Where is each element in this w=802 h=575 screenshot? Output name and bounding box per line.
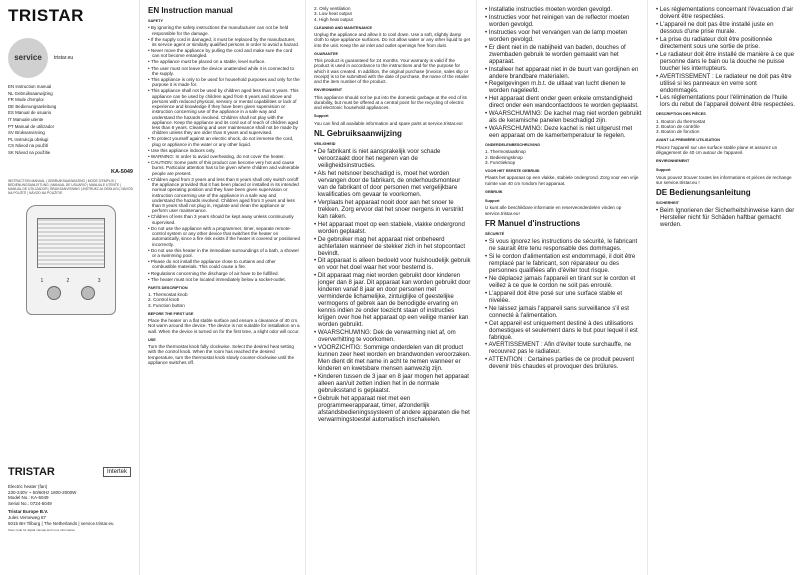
product-info-line: Electric heater (fan) <box>8 484 48 490</box>
part-item: 2. Control knob <box>148 297 180 303</box>
warning-item: • Gebruik het apparaat niet met een programmeerapparaat, timer, afzonderlijk afstandsbedieningssysteem of andere apparaten die het verwarmingstoestel automatisch inschakelen. <box>314 395 471 423</box>
rule-item: • Les réglementations pour l'élimination de l'huile lors du rebut de l'appareil doivent être respectées. <box>656 94 797 108</box>
product-info <box>8 484 131 506</box>
safety-item: • Dit apparaat mag niet worden gebruikt door kinderen jonger dan 8 jaar. Dit apparaat kan worden gebruikt door kinderen vanaf 8 jaar en door personen met verminderde lichamelijke, zintuiglijke of geestelijke vermogens of gebrek aan de benodigde ervaring en kennis indien ze onder toezicht staan of instructies krijgen over hoe het apparaat op een veilige manier kan worden gebruikt. <box>314 272 471 328</box>
nl-warnings-list <box>314 329 471 423</box>
heater-grille <box>37 218 105 268</box>
part-item: 3. Functieknop <box>485 159 516 165</box>
nl-install-list <box>485 6 642 139</box>
safety-item: • By ignoring the safety instructions the manufacturer can not be held responsible for the damage. <box>148 25 300 36</box>
company-line: 5015 BH Tilburg | The Netherlands | service.tristar.eu <box>8 520 114 526</box>
control-knob-illustration <box>81 286 95 300</box>
use-heading: USE <box>148 337 156 342</box>
nl-safety-list <box>314 148 471 328</box>
use-text: Turn the thermostat knob fully clockwise. Select the desired heat setting with the control knob. When the room has reached the desired temperature, turn the thermostat knob slowly counter-clockwise until the appliance switches off. <box>148 344 295 365</box>
safety-item: • L'appareil doit être posé sur une surface stable et nivelée. <box>485 290 642 304</box>
environment-heading: ENVIRONMENT <box>314 88 343 93</box>
fr-parts-list <box>656 119 797 135</box>
part-item: 1. Bouton du thermostat <box>656 118 706 124</box>
part-number-3: 3 <box>97 278 101 285</box>
sicherheit-heading: SICHERHEIT <box>656 201 679 206</box>
part-item: 1. Thermostat knob <box>148 292 188 298</box>
fr-support-heading: Support <box>656 168 671 173</box>
languages-line: INSTRUCTION MANUAL | GEBRUIKSAANWIJZING | MODE D'EMPLOI | BEDIENUNGSANLEITUNG | MANUAL DE USUARIO | MANUALE UTENTE | MANUAL DE UTILIZADOR | BRUKSANVISNING | INSTRUKCJA OBSŁUGI | NÁVOD NA POUŽITÍ | NÁVOD NA POUŽITIE <box>8 178 134 196</box>
warning-item: • WAARSCHUWING: Dek de verwarming niet af, om oververhitting te voorkomen. <box>314 329 471 343</box>
install-item: • Instructies voor het reinigen van de reflector moeten worden gevolgd. <box>485 14 642 28</box>
function-item: 4. High heat output <box>314 16 353 22</box>
safety-item: • Beim Ignorieren der Sicherheitshinweise kann der Hersteller nicht für Schäden haftbar gemacht werden. <box>656 207 797 228</box>
section-title-en: EN Instruction manual <box>148 6 233 15</box>
fr-rules-list <box>656 6 797 108</box>
language-item: EN Instruction manual <box>8 84 52 89</box>
language-list <box>8 84 133 157</box>
fr-first-text: Placez l'appareil sur une surface stable plane et assurez un dégagement de 40 cm autour de l'appareil. <box>656 144 778 155</box>
part-number-2: 2 <box>66 278 70 285</box>
safety-item: • De gebruiker mag het apparaat niet onbeheerd achterlaten wanneer de stekker zich in het stopcontact bevindt. <box>314 236 471 257</box>
product-info-line: 230-240V ~ 50/60Hz 1800-2000W <box>8 489 77 495</box>
service-icon: service <box>8 38 48 78</box>
language-item: DE Bedienungsanleitung <box>8 103 57 109</box>
install-item: • Installatie instructies moeten worden gevolgd. <box>485 6 642 13</box>
rule-item: • Les réglementations concernant l'évacuation d'air doivent être respectées. <box>656 6 797 20</box>
support-text: You can find all available information and spare parts at service.tristar.eu! <box>314 120 463 126</box>
safety-item: • This appliance is only to be used for household purposes and only for the purpose it is made for. <box>148 77 300 88</box>
part-item: 1. Thermostaatknop <box>485 149 526 155</box>
company-line: Jules Verneweg 87 <box>8 515 47 521</box>
safety-item: • Ne laissez jamais l'appareil sans surveillance s'il est connecté à l'alimentation. <box>485 305 642 319</box>
rule-item: • L'appareil ne doit pas être installé juste en dessous d'une prise murale. <box>656 21 797 35</box>
safety-item: • Cet appareil est uniquement destiné à des utilisations domestiques et seulement dans le but pour lequel il est fabriqué. <box>485 320 642 341</box>
guarantee-text: This product is guaranteed for 24 months. Your warranty is valid if the product is used in accordance to the instructions and for the purpose for which it was created. In addition, the original purchase (invoice, sales slip or receipt) is to be submitted with the date of purchase, the name of the retailer and the item number of the product. <box>314 58 469 84</box>
model-number: KA-5049 <box>110 168 133 175</box>
safety-heading: SAFETY <box>148 19 163 23</box>
thermostat-knob-illustration <box>47 286 61 300</box>
rule-item: • La prise du radiateur doit être positionnée directement sous une sortie de prise. <box>656 36 797 50</box>
section-title-nl: NL Gebruiksaanwijzing <box>314 128 402 138</box>
page-nl <box>307 0 477 575</box>
product-info-line: Serial No.: 0724-5049 <box>8 500 52 506</box>
part-number-1: 1 <box>40 278 44 285</box>
warning-item: • Please do not install the appliance close to curtains and other combustible materials. This could cause a fire. <box>148 259 300 270</box>
guarantee-heading: GUARANTEE <box>314 51 339 56</box>
safety-item: • The appliance must be placed on a stable, level surface. <box>148 59 300 64</box>
service-badge <box>8 38 133 78</box>
safety-item: • To protect yourself against an electric shock, do not immerse the cord, plug or appliance in the water or any other liquid. <box>148 136 300 147</box>
page-fr <box>478 0 648 575</box>
safety-item: • Als het netsnoer beschadigd is, moet het worden vervangen door de fabrikant, de onderhoudsmonteur van de fabrikant of door personen met vergelijkbare kwalificaties om gevaar te voorkomen. <box>314 170 471 198</box>
safety-item: • Dit apparaat is alleen bedoeld voor huishoudelijk gebruik en voor het doel waar het voor bestemd is. <box>314 257 471 271</box>
language-item: SV Bruksanvisning <box>8 130 45 136</box>
install-item: • WAARSCHUWING: De kachel mag niet worden gebruikt als de keramische panelen beschadigd zijn. <box>485 110 642 124</box>
page-de <box>649 0 802 575</box>
safety-item: • Si vous ignorez les instructions de sécurité, le fabricant ne saurait être tenu responsable des dommages. <box>485 238 642 252</box>
nl-parts-heading: ONDERDELENBESCHRIJVING <box>485 143 541 148</box>
nl-first-heading: VOOR HET EERSTE GEBRUIK <box>485 169 540 174</box>
support-heading: Support <box>314 114 329 119</box>
section-title-fr: FR Manuel d'instructions <box>485 218 581 228</box>
install-item: • Er dient niet in de nabijheid van baden, douches of zwembaden gebruik te worden gemaakt van het apparaat. <box>485 44 642 65</box>
language-item: FR Mode d'emploi <box>8 97 44 103</box>
language-item: PT Manual de utilizador <box>8 123 55 129</box>
safety-item: • Verplaats het apparaat nooit door aan het snoer te trekken. Zorg ervoor dat het snoer nergens in verstrikt kan raken. <box>314 199 471 220</box>
de-safety-list <box>656 207 797 228</box>
safety-list <box>148 25 300 153</box>
warnings-list <box>148 154 300 282</box>
fr-support-text: Vous pouvez trouver toutes les informations et pièces de rechange sur service.tristar.eu ! <box>656 174 792 185</box>
function-item: 2. Only ventilation <box>314 6 351 11</box>
product-info-line: Model No.: KA-5049 <box>8 495 49 501</box>
nl-first-text: Plaats het apparaat op een vlakke, stabiele ondergrond. Zorg voor een vrije ruimte van 40 cm rondom het apparaat. <box>485 175 639 186</box>
install-item: • Instructies voor het vervangen van de lamp moeten worden gevolgd. <box>485 29 642 43</box>
language-item: CS Návod na použití <box>8 143 49 149</box>
veiligheid-heading: VEILIGHEID <box>314 141 336 146</box>
warning-item: • The heater must not be located immediately below a socket-outlet. <box>148 277 300 282</box>
securite-heading: SÉCURITÉ <box>485 231 505 236</box>
first-use-text: Place the heater on a flat stable surface and ensure a clearance of 40 cm. Not warm around the device. The device is not suitable for installation on a wall. When the device is turned on for the first time, a slight odor will occur. <box>148 318 300 334</box>
part-item: 2. Bedieningsknop <box>485 154 523 160</box>
environment-text: This appliance should not be put into the domestic garbage at the end of its durability, but must be offered at a central point for the recycling of electric and electronic household appliances. <box>314 94 467 110</box>
safety-item: • Het apparaat moet op een stabiele, vlakke ondergrond worden geplaatst. <box>314 221 471 235</box>
fr-safety-list <box>485 238 642 370</box>
fr-parts-heading: DESCRIPTION DES PIÈCES <box>656 112 706 117</box>
language-item: ES Manual de usuario <box>8 110 52 116</box>
safety-item: • Use this appliance indoors only. <box>148 148 300 153</box>
install-item: • Installeer het apparaat niet in de buurt van gordijnen en andere brandbare materialen. <box>485 66 642 80</box>
warning-item: • Do not use the appliance with a programmer, timer, separate remote-control system or any other device that switches the heater on automatically, since a fire risk exists if the heater is covered or positioned incorrectly. <box>148 226 300 247</box>
safety-item: • AVERTISSEMENT : Afin d'éviter toute surchauffe, ne recouvrez pas le radiateur. <box>485 341 642 355</box>
rule-item: • AVERTISSEMENT : Le radiateur ne doit pas être utilisé si les panneaux en verre sont endommagés. <box>656 73 797 94</box>
language-item: SK Návod na použitie <box>8 149 51 155</box>
safety-item: • Si le cordon d'alimentation est endommagé, il doit être remplacé par le fabricant, son réparateur ou des personnes qualifiées afin d'éviter tout risque. <box>485 253 642 274</box>
nl-use-heading: GEBRUIK <box>485 189 503 194</box>
install-item: • Het apparaat dient onder geen enkele omstandigheid direct onder een wandcontactdoos te worden geplaatst. <box>485 95 642 109</box>
part-item: 2. Bouton de contrôle <box>656 123 700 129</box>
warning-item: • Regulations concerning the discharge of air have to be fulfilled. <box>148 271 300 276</box>
nl-support-heading: Support <box>485 199 500 204</box>
parts-list <box>148 292 300 308</box>
function-list <box>314 6 471 22</box>
rule-item: • Le radiateur doit être installé de manière à ce que personne dans le bain ou la douche ne puisse toucher les interrupteurs. <box>656 51 797 72</box>
warning-item: • Kinderen tussen de 3 jaar en 8 jaar mogen het apparaat alleen aan/uit zetten indien het in de normale gebruiksstand is geplaatst. <box>314 373 471 394</box>
warning-item: • Children aged from 3 years and less than 8 years shall only switch on/off the appliance provided that it has been placed or installed in its intended normal operating position and they have been given supervision or instruction concerning use of the appliance in a safe way and understand the hazards involved. Children aged from 3 years and less than 8 years shall not plug in, regulate and clean the appliance or perform user maintenance. <box>148 177 300 214</box>
first-use-heading: BEFORE THE FIRST USE <box>148 311 194 316</box>
install-item: • WAARSCHUWING: Deze kachel is niet uitgerust met een apparaat om de kamertemperatuur te regelen. <box>485 125 642 139</box>
safety-item: • De fabrikant is niet aansprakelijk voor schade veroorzaakt door het negeren van de veiligheidsinstructies. <box>314 148 471 169</box>
language-item: NL Gebruiksaanwijzing <box>8 90 53 96</box>
nl-support-text: U kunt alle beschikbare informatie en reserveonderdelen vinden op service.tristar.eu! <box>485 205 622 216</box>
warning-item: • Children of less than 3 years should be kept away unless continuously supervised. <box>148 214 300 225</box>
install-item: • Regelgevingen m.b.t. de uitlaat van lucht dienen te worden nageleefd. <box>485 80 642 94</box>
language-item: PL Instrukcja obsługi <box>8 136 49 142</box>
service-url: tristar.eu <box>54 55 74 61</box>
heater-image <box>26 205 116 315</box>
section-title-de: DE Bedienungsanleitung <box>656 188 751 198</box>
company-line: Tristar Europe B.V. <box>8 509 49 515</box>
safety-item: • The user must not leave the device unattended while it is connected to the supply. <box>148 66 300 77</box>
company-address <box>8 509 131 526</box>
cleaning-heading: CLEANING AND MAINTENANCE <box>314 25 373 30</box>
brand-logo: TRISTAR <box>8 6 84 25</box>
language-item: IT Manuale utente <box>8 116 44 122</box>
nl-parts-list <box>485 149 642 165</box>
fr-env-heading: ENVIRONNEMENT <box>656 159 690 164</box>
safety-item: • ATTENTION : Certaines parties de ce produit peuvent devenir très chaudes et provoquer des brûlures. <box>485 356 642 370</box>
safety-item: • Never move the appliance by pulling the cord and make sure the cord can not become entangled. <box>148 48 300 59</box>
cover-footer-logos <box>8 466 131 478</box>
small-brand-logo: TRISTAR <box>8 466 55 479</box>
safety-item: • If the supply cord is damaged, it must be replaced by the manufacturer, its service agent or similarly qualified persons in order to avoid a hazard. <box>148 37 300 48</box>
cover-page <box>0 0 140 575</box>
fr-first-heading: AVANT LA PREMIÈRE UTILISATION <box>656 138 720 143</box>
warning-item: • VOORZICHTIG: Sommige onderdelen van dit product kunnen zeer heet worden en brandwonden veroorzaken. Men dient dit met name in acht te nemen wanneer er kinderen en kwetsbare mensen aanwezig zijn. <box>314 344 471 372</box>
warning-item: • CAUTION: Some parts of this product can become very hot and cause burns. Particular attention has to be given where children and vulnerable people are present. <box>148 160 300 176</box>
cover-footer <box>8 466 131 533</box>
safety-item: • This appliance shall not be used by children aged less than 8 years. This appliance can be used by children aged from 8 years and above and persons with reduced physical, sensory or mental capabilities or lack of experience and knowledge if they have been given supervision or instruction concerning use of the appliance in a safe way and understand the hazards involved. Children shall not play with the appliance. Keep the appliance and its cord out of reach of children aged less than 8 years. Cleaning and user maintenance shall not be made by children unless they are older than 8 years and supervised. <box>148 88 300 135</box>
qr-caption: Scan code for digital manual and more information <box>8 528 76 533</box>
safety-item: • Ne déplacez jamais l'appareil en tirant sur le cordon et veillez à ce que le cordon ne soit pas enroulé. <box>485 275 642 289</box>
page-en <box>141 0 306 575</box>
intertek-mark: Intertek <box>103 467 131 477</box>
parts-heading: PARTS DESCRIPTION <box>148 285 188 290</box>
warning-item: • Do not use this heater in the immediate surroundings of a bath, a shower or a swimming pool. <box>148 248 300 259</box>
cleaning-text: Unplug the appliance and allow it to cool down. Use a soft, slightly damp cloth to wipe appliance surfaces. Do not allow water or any other liquid to get into the unit. Keep the air inlet and outlet openings free from dust. <box>314 32 471 48</box>
part-item: 3. Bouton de fonction <box>656 129 700 135</box>
function-item: 3. Low heat output <box>314 11 352 17</box>
part-item: 3. Function button <box>148 302 185 308</box>
warning-item: • WARNING: In order to avoid overheating, do not cover the heater. <box>148 154 300 159</box>
